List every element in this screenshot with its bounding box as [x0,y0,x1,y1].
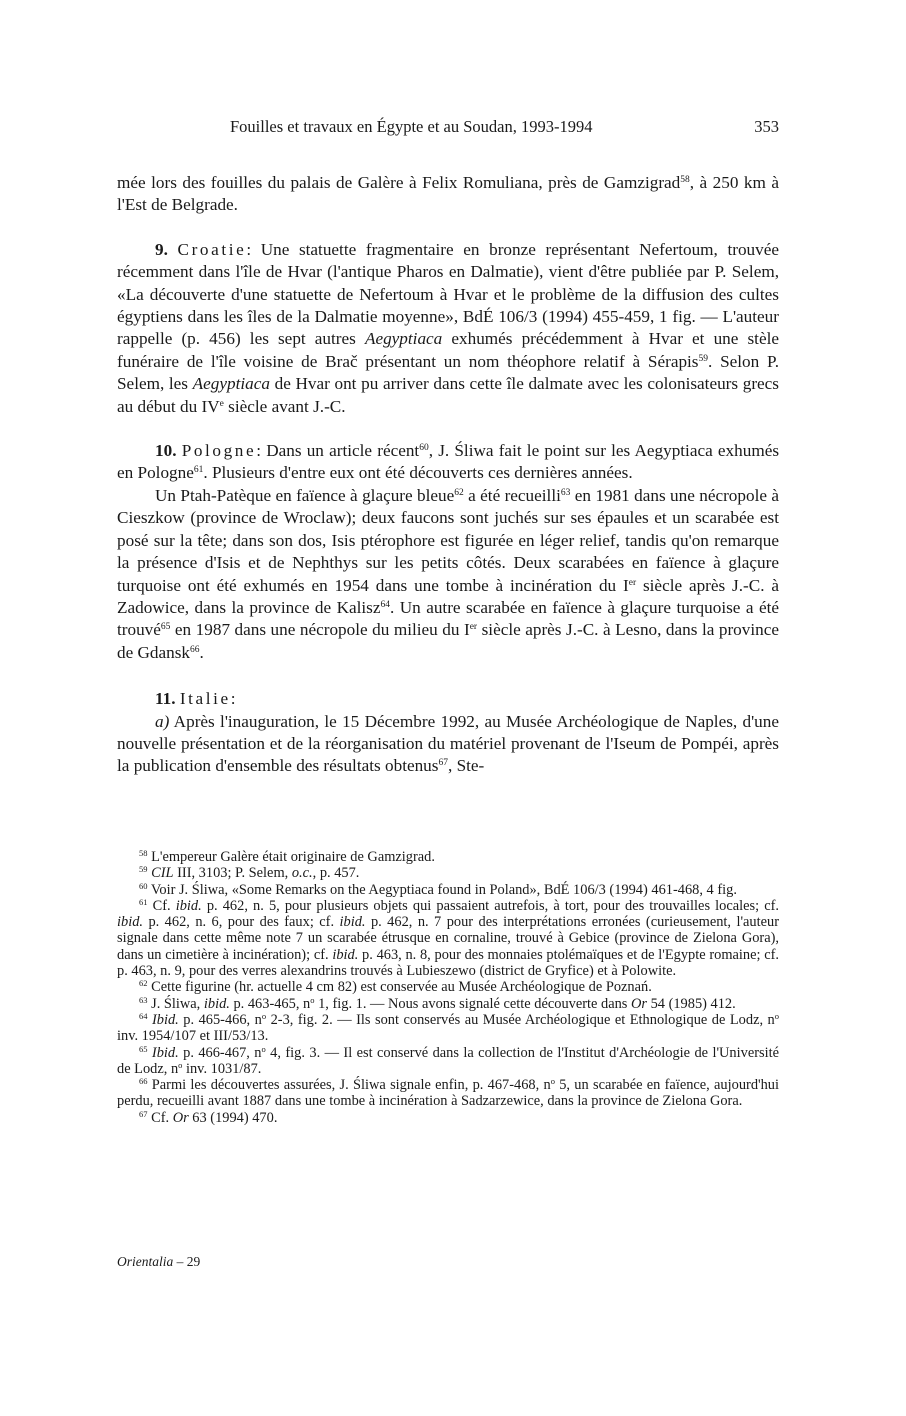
section-9-croatie: 9. Croatie: Une statuette fragmentaire en bronze représentant Nefertoum, trouvée récemment dans l'île de Hvar (l'antique Pharos en Dalmatie), vient d'être publiée par P. Selem, «La découverte d'une statuette de Nefertoum à Hvar et le problème de la diffusion des cultes égyptiens dans les îles de la Dalmatie moyenne», BdÉ 106/3 (1994) 455-459, 1 fig. — L'auteur rappelle (p. 456) les sept autres Aegyptiaca exhumés précédemment à Hvar et une stèle funéraire de l'île voisine de Brač présentant un nom théophore relatif à Sérapis$^{59}$. Selon P. Selem, les Aegyptiaca de Hvar ont pu arriver dans cette île dalmate avec les colonisateurs grecs au début du IVe siècle avant J.-C. [117,239,779,416]
section-heading: Croatie [177,239,247,259]
running-header [117,117,779,141]
footnote-66: $^{66}$ Parmi les découvertes assurées, J. Śliwa signale enfin, p. 467-468, $n^o$ 5, un scarabée en faïence, aujourd'hui perdu, recueilli avant 1887 dans une tombe à incinération à Sadzarzewice, dans la province de Zielona Gora. [117,1076,779,1110]
note-ref-60[interactable]: 60 [419,443,429,454]
footnote-61: $^{61}$ Cf. ibid. p. 462, n. 5, pour plusieurs objets qui passaient autrefois, à tort, pour des trouvailles locales; cf. ibid. p. 462, n. 6, pour des faux; cf. ibid. p. 462, n. 7 pour des interprétations erronées (curieusement, l'auteur signale dans cette même note 7 un scarabée étrusque en cornaline, trouvé à Gebice (province de Zielona Gora), dans un cimetière à incinération); cf. ibid. p. 463, n. 8, pour des monnaies ptolémaïques et de l'Egypte romaine; cf. p. 463, n. 9, pour des verres alexandrins trouvés à Lubieszewo (district de Gryfice) et à Polowite. [117,896,779,980]
note-ref-58[interactable]: 58 [680,175,690,185]
section-number: 10. [155,441,177,461]
section-11-paragraph-a: a) Après l'inauguration, le 15 Décembre 1992, au Musée Archéologique de Naples, d'une nouvelle présentation et de la réorganisation du matériel provenant de l'Iseum de Pompéi, après la publication d'ensemble des résultats obtenus$^{67}$, Ste- [117,711,779,776]
section-heading: Italie [179,689,231,709]
note-ref-63[interactable]: 63 [560,487,571,498]
section-10-paragraph-2: Un Ptah-Patèque en faïence à glaçure bleue$^{62}$ a été recueilli$^{63}$ en 1981 dans une nécropole à Cieszkow (province de Wroclaw); deux faucons sont juchés sur ses épaules et un scarabée est posé sur la tête; dans son dos, Isis ptérophore est figurée en léger relief, tandis qu'on remarque la présence d'Isis et de Nephthys sur les petits côtés. Deux scarabées en faïence à glaçure turquoise ont été exhumés en 1954 dans une tombe à incinération du Ier siècle après J.-C. à Zadowice, dans la province de Kalisz$^{64}$. Un autre scarabée en faïence à glaçure turquoise a été trouvé$^{65}$ en 1987 dans une nécropole du milieu du Ier siècle après J.-C. à Lesno, dans la province de Gdansk$^{66}$. [117,485,780,662]
note-ref-65[interactable]: 65 [160,622,171,633]
note-ref-61[interactable]: 61 [193,465,204,476]
section-10-pologne: 10. Pologne: Dans un article récent$^{60}$, J. Śliwa fait le point sur les Aegyptiaca exhumés en Pologne$^{61}$. Plusieurs d'entre eux ont été découverts ces dernières années. [117,441,780,483]
footnote-63: $^{63}$ J. Śliwa, ibid. p. 463-465, $n^o$ 1, fig. 1. — Nous avons signalé cette découverte dans Or 54 (1985) 412. [139,994,736,1012]
footnote-62: $^{62}$ Cette figurine (hr. actuelle 4 cm 82) est conservée au Musée Archéologique de Poznań. [139,978,652,996]
section-number: 9. [155,239,168,259]
footnote-64: $^{64}$ Ibid. p. 465-466, $n^o$ 2-3, fig. 2. — Ils sont conservés au Musée Archéologique et Ethnologique de Lodz, $n^o$ inv. 1954/107 et III/53/13. [117,1010,779,1045]
footnote-58: $^{58}$ L'empereur Galère était originaire de Gamzigrad. [139,848,435,865]
intro-paragraph: mée lors des fouilles du palais de Galère à Felix Romuliana, près de Gamzigrad$^{58}$, à 250 km à l'Est de Belgrade. [117,173,779,215]
page-number: 353 [754,117,779,136]
note-ref-64[interactable]: 64 [380,599,390,610]
main-text [117,172,779,778]
section-number: 11. [155,689,176,709]
footnote-67: $^{67}$ Cf. Or 63 (1994) 470. [139,1108,278,1126]
footnote-65: $^{65}$ Ibid. p. 466-467, $n^o$ 4, fig. 3. — Il est conservé dans la collection de l'Institut d'Archéologie de l'Université de Lodz, $n^o$ inv. 1031/87. [117,1043,779,1077]
note-ref-59[interactable]: 59 [698,353,708,364]
running-title: Fouilles et travaux en Égypte et au Soudan, 1993-1994 [230,117,593,136]
footnote-59: $^{59}$ CIL III, 3103; P. Selem, o.c., p. 457. [139,864,360,882]
section-11-italie: 11. Italie: [155,689,236,709]
list-label: a) [155,711,170,731]
note-ref-67[interactable]: 67 [438,758,448,769]
footnotes [117,849,779,1126]
note-ref-62[interactable]: 62 [454,487,464,498]
printer-signature: Orientalia – 29 [117,1254,201,1269]
footnote-60: $^{60}$ Voir J. Śliwa, «Some Remarks on the Aegyptiaca found in Poland», BdÉ 106/3 (1994) 461-468, 4 fig. [139,880,737,898]
section-heading: Pologne [181,441,257,461]
note-ref-66[interactable]: 66 [190,644,200,655]
